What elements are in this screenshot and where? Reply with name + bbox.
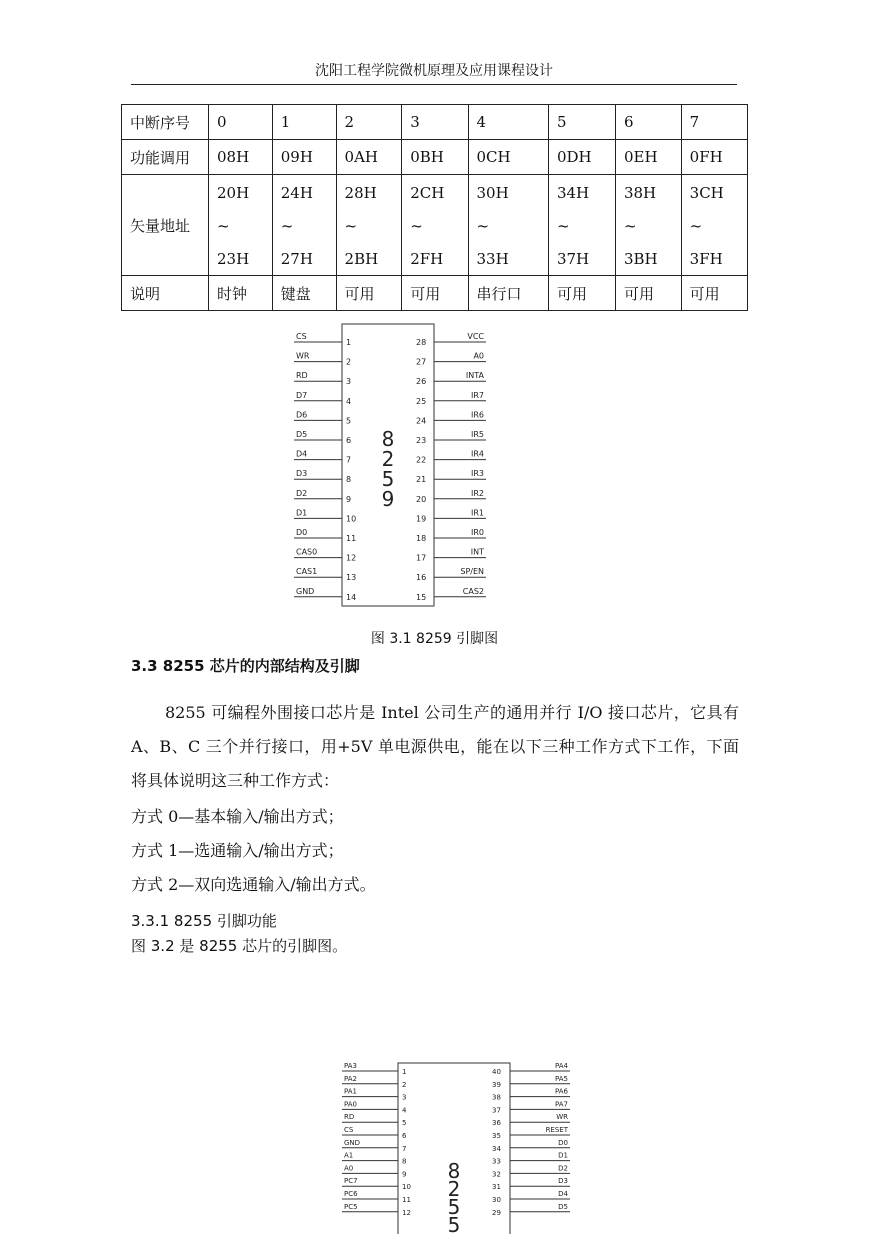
table-cell: 可用 <box>548 276 615 311</box>
pin-label: GND <box>296 586 315 596</box>
pin-number: 31 <box>492 1183 501 1192</box>
pin-number: 26 <box>416 377 427 387</box>
pin-label: PA1 <box>344 1087 358 1096</box>
pin-label: VCC <box>467 332 484 341</box>
table-cell: 3 <box>402 105 468 140</box>
address-cell: 28H ~ 2BH <box>336 175 402 276</box>
pin-number: 1 <box>346 338 352 347</box>
pin-label: D5 <box>558 1202 568 1211</box>
pin-number: 40 <box>492 1068 501 1076</box>
pin-label: IR0 <box>470 528 484 537</box>
pin-number: 29 <box>492 1208 501 1217</box>
pin-label: IR4 <box>470 449 484 459</box>
pin-label: GND <box>344 1138 361 1147</box>
pin-label: INTA <box>465 371 484 381</box>
pin-number: 6 <box>402 1132 407 1140</box>
row-vector-address <box>122 175 748 276</box>
pin-number: 21 <box>416 475 427 485</box>
chip-name-char: 2 <box>447 1177 461 1201</box>
figure-3-1-caption: 图 3.1 8259 引脚图 <box>370 631 499 647</box>
pin-label: D5 <box>296 430 308 439</box>
table-cell: 0BH <box>402 140 468 175</box>
pin-label: A0 <box>473 351 484 361</box>
row-label: 矢量地址 <box>122 175 209 276</box>
pin-label: IR5 <box>470 430 484 439</box>
table-cell: 可用 <box>402 276 468 311</box>
pin-number: 11 <box>402 1196 411 1204</box>
address-cell: 3CH ~ 3FH <box>681 175 747 276</box>
pin-label: D2 <box>296 488 308 498</box>
pin-number: 39 <box>492 1080 501 1089</box>
address-cell: 38H ~ 3BH <box>615 175 681 276</box>
pin-label: PA7 <box>554 1100 568 1109</box>
mode-1-line: 方式 1—选通输入/输出方式； <box>131 841 344 860</box>
address-cell: 20H ~ 23H <box>209 175 273 276</box>
pin-number: 7 <box>402 1144 407 1153</box>
pin-label: D3 <box>296 469 308 479</box>
chip-name-char: 8 <box>381 427 395 451</box>
pin-number: 1 <box>402 1068 407 1076</box>
chip-name-char: 8 <box>447 1159 461 1183</box>
address-cell: 24H ~ 27H <box>272 175 336 276</box>
pin-number: 32 <box>492 1170 501 1179</box>
pin-number: 10 <box>346 514 357 524</box>
pin-number: 28 <box>416 338 427 347</box>
pin-number: 34 <box>492 1144 501 1153</box>
table-cell: 0CH <box>468 140 548 175</box>
pin-number: 23 <box>416 436 427 445</box>
table-cell: 键盘 <box>272 276 336 311</box>
pin-number: 4 <box>402 1106 407 1115</box>
table-cell: 6 <box>615 105 681 140</box>
pin-label: PC6 <box>344 1190 358 1198</box>
table-cell: 1 <box>272 105 336 140</box>
pin-label: SP/EN <box>460 567 484 577</box>
pin-label: IR7 <box>470 390 484 400</box>
table-cell: 可用 <box>615 276 681 311</box>
pin-number: 22 <box>416 455 427 465</box>
address-cell: 2CH ~ 2FH <box>402 175 468 276</box>
pin-label: D0 <box>296 528 308 537</box>
pin-label: A1 <box>344 1151 354 1160</box>
intro-paragraph: 8255 可编程外围接口芯片是 Intel 公司生产的通用并行 I/O 接口芯片，它具有 A、B、C 三个并行接口，用+5V 单电源供电，能在以下三种工作方式下工作，下面将具体说明这三种工作方式： <box>131 703 739 790</box>
pin-label: IR6 <box>470 410 484 420</box>
table-cell: 0EH <box>615 140 681 175</box>
pin-label: D0 <box>558 1138 568 1147</box>
pin-number: 10 <box>402 1183 411 1192</box>
pin-number: 5 <box>402 1119 407 1128</box>
pin-label: WR <box>556 1113 568 1122</box>
chip-8259-pinout <box>290 320 500 614</box>
table-cell: 时钟 <box>209 276 273 311</box>
pin-number: 24 <box>416 416 427 426</box>
table-cell: 7 <box>681 105 747 140</box>
pin-number: 8 <box>346 475 352 485</box>
table-cell: 08H <box>209 140 273 175</box>
pin-label: PC5 <box>344 1202 358 1211</box>
pin-label: PC7 <box>344 1177 358 1186</box>
pin-number: 27 <box>416 357 427 367</box>
pin-label: PA6 <box>554 1087 568 1096</box>
pin-label: IR2 <box>470 488 484 498</box>
table-cell: 0 <box>209 105 273 140</box>
pin-number: 2 <box>346 357 352 367</box>
pin-label: D2 <box>558 1164 568 1173</box>
pin-label: D1 <box>296 508 308 518</box>
pin-label: PA0 <box>344 1100 358 1109</box>
pin-label: IR3 <box>470 469 484 479</box>
pin-number: 5 <box>346 416 352 426</box>
pin-number: 19 <box>416 514 427 524</box>
mode-0-line: 方式 0—基本输入/输出方式； <box>131 807 344 826</box>
pin-label: PA2 <box>344 1074 358 1083</box>
pin-label: CAS0 <box>296 547 318 557</box>
chip-8255-pinout <box>338 1060 578 1234</box>
pin-number: 16 <box>416 573 427 583</box>
pin-label: RD <box>344 1113 355 1122</box>
pin-number: 13 <box>346 573 357 583</box>
table-cell: 4 <box>468 105 548 140</box>
chip-8259-diagram <box>290 320 500 610</box>
chip-name-char: 5 <box>447 1195 461 1219</box>
table-cell: 5 <box>548 105 615 140</box>
pin-number: 12 <box>346 553 357 563</box>
row-label: 说明 <box>122 276 209 311</box>
table-cell: 可用 <box>681 276 747 311</box>
chip-name-char: 5 <box>381 467 395 491</box>
pin-number: 9 <box>346 494 352 504</box>
pin-number: 6 <box>346 436 352 445</box>
row-label: 功能调用 <box>122 140 209 175</box>
pin-number: 17 <box>416 553 427 563</box>
chip-name-char: 9 <box>381 487 395 511</box>
chip-name-char: 5 <box>447 1213 461 1234</box>
pin-number: 30 <box>492 1196 501 1204</box>
pin-number: 36 <box>492 1119 501 1128</box>
pin-number: 7 <box>346 455 352 465</box>
pin-label: PA3 <box>344 1062 358 1070</box>
table-cell: 0AH <box>336 140 402 175</box>
pin-label: D1 <box>558 1151 568 1160</box>
pin-number: 3 <box>402 1093 407 1102</box>
pin-number: 8 <box>402 1157 407 1166</box>
pin-number: 3 <box>346 377 352 387</box>
mode-2-line: 方式 2—双向选通输入/输出方式。 <box>131 875 376 894</box>
pin-number: 18 <box>416 534 427 543</box>
table-cell: 0FH <box>681 140 747 175</box>
interrupt-vector-table <box>121 104 748 311</box>
pin-number: 38 <box>492 1093 501 1102</box>
row-label: 中断序号 <box>122 105 209 140</box>
table-cell: 09H <box>272 140 336 175</box>
pin-label: D7 <box>296 390 308 400</box>
pin-number: 35 <box>492 1132 501 1140</box>
table-cell: 串行口 <box>468 276 548 311</box>
pin-label: INT <box>470 547 484 557</box>
table-cell: 2 <box>336 105 402 140</box>
pin-number: 25 <box>416 396 427 406</box>
pin-label: CAS1 <box>296 567 318 577</box>
pin-label: IR1 <box>470 508 484 518</box>
subsection-3-3-1-heading: 3.3.1 8255 引脚功能 <box>131 912 277 930</box>
pin-label: CS <box>344 1126 354 1134</box>
table-cell: 0DH <box>548 140 615 175</box>
table-cell: 可用 <box>336 276 402 311</box>
row-interrupt-number <box>122 105 748 140</box>
pin-label: PA5 <box>554 1074 568 1083</box>
pin-number: 12 <box>402 1208 411 1217</box>
pin-number: 11 <box>346 534 357 543</box>
figure-3-2-intro: 图 3.2 是 8255 芯片的引脚图。 <box>131 937 348 955</box>
pin-label: D4 <box>558 1190 568 1198</box>
pin-label: RESET <box>545 1126 568 1134</box>
pin-number: 15 <box>416 592 427 602</box>
row-function-call <box>122 140 748 175</box>
chip-8255-diagram <box>338 1060 578 1234</box>
address-cell: 34H ~ 37H <box>548 175 615 276</box>
pin-label: D4 <box>296 449 308 459</box>
pin-number: 37 <box>492 1106 501 1115</box>
pin-number: 33 <box>492 1157 501 1166</box>
pin-label: CAS2 <box>462 586 484 596</box>
section-3-3-heading: 3.3 8255 芯片的内部结构及引脚 <box>131 657 360 675</box>
pin-number: 9 <box>402 1170 407 1179</box>
address-cell: 30H ~ 33H <box>468 175 548 276</box>
pin-label: CS <box>296 332 307 341</box>
pin-number: 2 <box>402 1080 407 1089</box>
pin-label: A0 <box>344 1164 354 1173</box>
chip-name-char: 2 <box>381 447 395 471</box>
pin-label: RD <box>296 371 308 381</box>
pin-label: WR <box>296 351 310 361</box>
pin-label: D3 <box>558 1177 568 1186</box>
page-header: 沈阳工程学院微机原理及应用课程设计 <box>131 60 737 85</box>
pin-number: 20 <box>416 494 427 504</box>
pin-label: D6 <box>296 410 308 420</box>
pin-number: 14 <box>346 592 357 602</box>
pin-number: 4 <box>346 396 352 406</box>
row-description <box>122 276 748 311</box>
pin-label: PA4 <box>554 1062 568 1070</box>
